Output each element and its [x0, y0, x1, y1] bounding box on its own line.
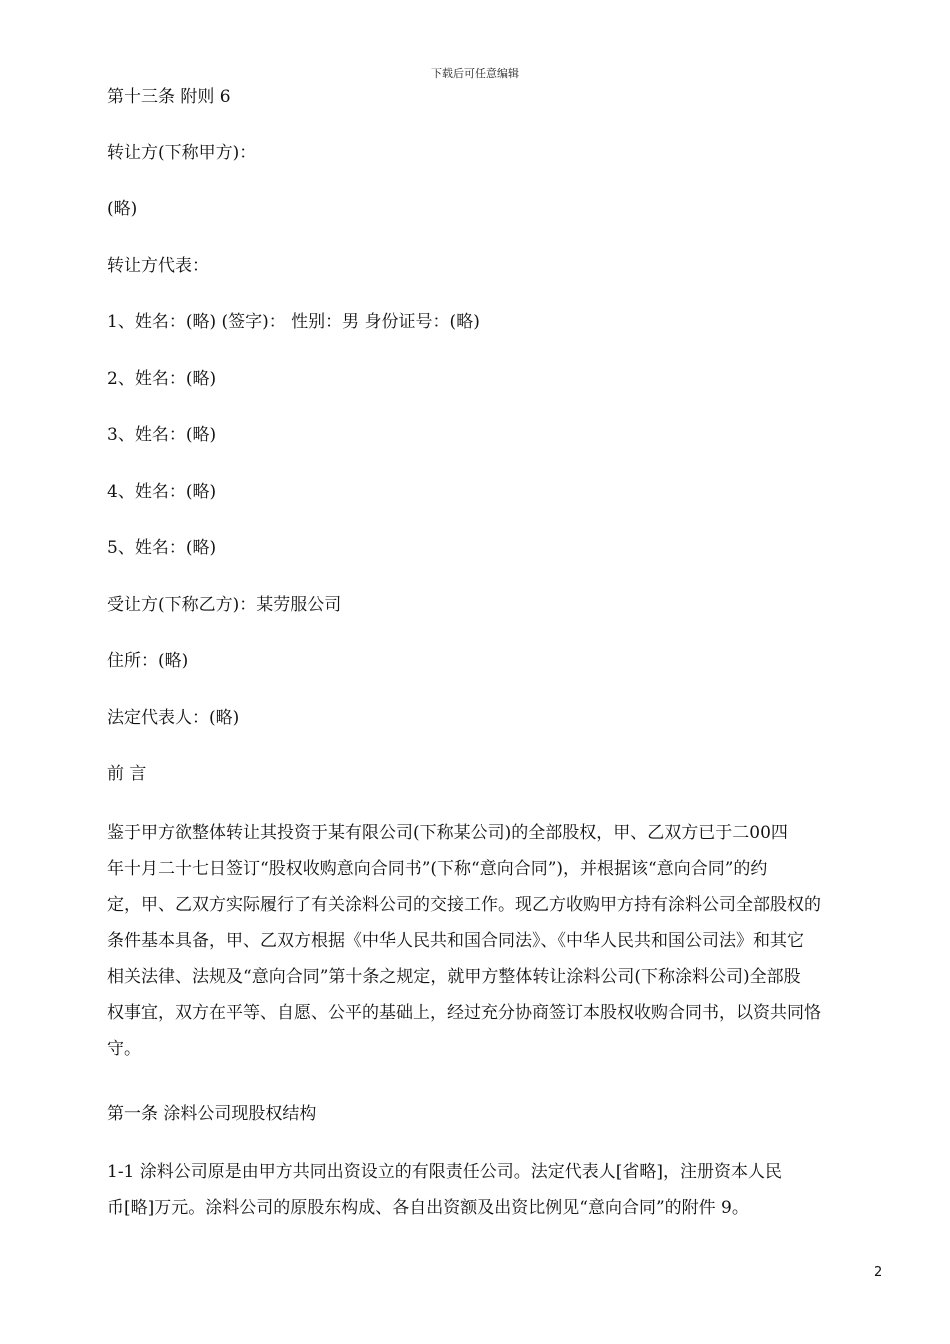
page-number: 2: [874, 1265, 883, 1280]
transferor-representatives-label: 转让方代表：: [107, 256, 209, 276]
article-1-line: 1-1 涂料公司原是由甲方共同出资设立的有限责任公司。法定代表人[省略]，注册资本人民: [107, 1162, 783, 1182]
representative-4: 4、姓名：(略): [107, 482, 217, 502]
transferee-address: 住所：(略): [107, 651, 189, 671]
legal-representative: 法定代表人：(略): [107, 708, 240, 728]
transferee-label: 受让方(下称乙方)：某劳服公司: [107, 595, 342, 615]
representative-5: 5、姓名：(略): [107, 538, 217, 558]
representative-2: 2、姓名：(略): [107, 369, 217, 389]
preface-line: 定，甲、乙双方实际履行了有关涂料公司的交接工作。现乙方收购甲方持有涂料公司全部股权的: [107, 895, 821, 915]
transferor-value: (略): [107, 199, 138, 219]
representative-1: 1、姓名：(略) (签字)： 性别：男 身份证号：(略): [107, 312, 480, 332]
article-1-paragraph: [107, 1154, 847, 1226]
preface-line: 条件基本具备，甲、乙双方根据《中华人民共和国合同法》、《中华人民共和国公司法》和其它: [107, 931, 804, 951]
preface-paragraph: [107, 815, 847, 1067]
article-13-heading: 第十三条 附则 6: [107, 87, 231, 107]
preface-line: 权事宜，双方在平等、自愿、公平的基础上，经过充分协商签订本股权收购合同书，以资共同恪: [107, 1003, 821, 1023]
preface-line: 守。: [107, 1039, 141, 1059]
page-header: 下载后可任意编辑: [431, 67, 519, 80]
article-1-heading: 第一条 涂料公司现股权结构: [107, 1104, 317, 1124]
preface-heading: 前 言: [107, 764, 147, 784]
preface-line: 相关法律、法规及“意向合同”第十条之规定，就甲方整体转让涂料公司(下称涂料公司)全部股: [107, 967, 801, 987]
representative-3: 3、姓名：(略): [107, 425, 217, 445]
article-1-line: 币[略]万元。涂料公司的原股东构成、各自出资额及出资比例见“意向合同”的附件 9。: [107, 1198, 749, 1218]
transferor-label: 转让方(下称甲方)：: [107, 143, 257, 163]
preface-line: 年十月二十七日签订“股权收购意向合同书”(下称“意向合同”)，并根据该“意向合同”的约: [107, 859, 768, 879]
preface-line: 鉴于甲方欲整体转让其投资于某有限公司(下称某公司)的全部股权，甲、乙双方已于二00四: [107, 823, 788, 843]
